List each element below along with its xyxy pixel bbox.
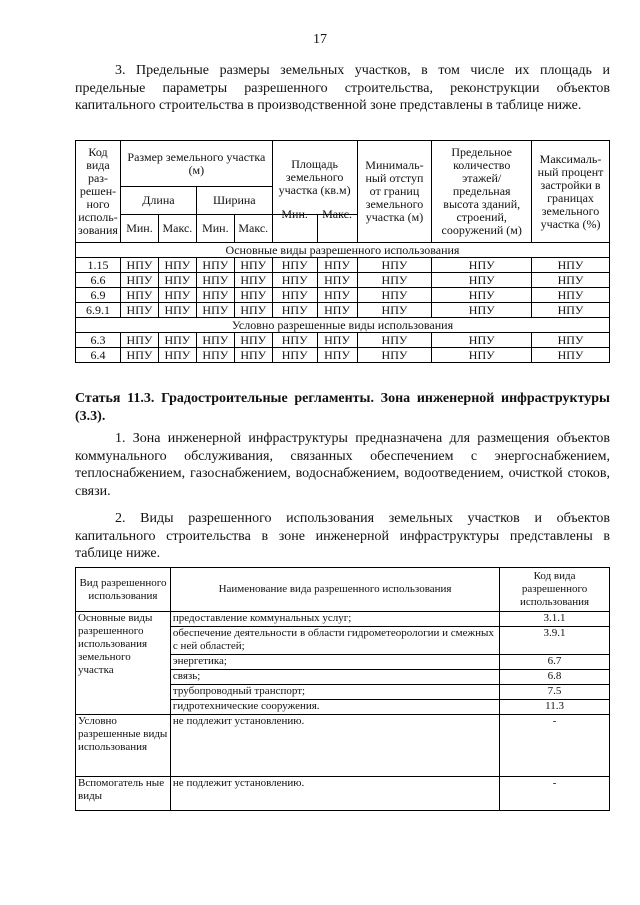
row-cell: НПУ bbox=[272, 348, 317, 363]
t2-conditional-name: не подлежит установлению. bbox=[170, 715, 499, 777]
row-cell: НПУ bbox=[234, 288, 272, 303]
table-row bbox=[76, 612, 610, 627]
t2-usage-name: гидротехнические сооружения. bbox=[170, 700, 499, 715]
section-conditional: Условно разрешенные виды использования bbox=[76, 318, 610, 333]
t2-auxiliary-label: Вспомогатель ные виды bbox=[76, 777, 171, 811]
row-code: 6.6 bbox=[76, 273, 121, 288]
article-heading-text: Статья 11.3. Градостроительные регламенты. Зона инженерной инфраструктуры (3.3). bbox=[75, 391, 610, 424]
table-row bbox=[76, 303, 610, 318]
row-cell: НПУ bbox=[158, 303, 196, 318]
t2-usage-name: обеспечение деятельности в области гидрометеорологии и смежных с ней областей; bbox=[170, 627, 499, 655]
row-cell: НПУ bbox=[120, 288, 158, 303]
row-cell: НПУ bbox=[432, 303, 532, 318]
table-row bbox=[76, 288, 610, 303]
t2-usage-code: 7.5 bbox=[500, 685, 610, 700]
row-cell: НПУ bbox=[532, 303, 610, 318]
section-main: Основные виды разрешенного использования bbox=[76, 243, 610, 258]
area-max-header: Макс. bbox=[317, 201, 357, 229]
width-min-header: Мин. bbox=[196, 215, 234, 243]
row-cell: НПУ bbox=[272, 288, 317, 303]
row-cell: НПУ bbox=[317, 258, 357, 273]
row-cell: НПУ bbox=[158, 333, 196, 348]
table-row bbox=[76, 258, 610, 273]
t2-type-header: Вид разрешенного использования bbox=[76, 568, 171, 612]
row-cell: НПУ bbox=[196, 288, 234, 303]
t2-conditional-label: Условно разрешенные виды использования bbox=[76, 715, 171, 777]
col-coverage-header: Максималь-ный процент застройки в границах земельного участка (%) bbox=[532, 141, 610, 243]
t2-usage-code: 3.9.1 bbox=[500, 627, 610, 655]
limits-table bbox=[75, 140, 610, 363]
t2-usage-code: 6.7 bbox=[500, 655, 610, 670]
col-length-header: Длина bbox=[120, 187, 196, 215]
t2-usage-code: 3.1.1 bbox=[500, 612, 610, 627]
t2-usage-code: 6.8 bbox=[500, 670, 610, 685]
article-heading bbox=[75, 390, 610, 425]
col-area-header: Площадь земельного участка (кв.м) bbox=[272, 141, 357, 215]
row-cell: НПУ bbox=[432, 348, 532, 363]
row-cell: НПУ bbox=[120, 258, 158, 273]
row-cell: НПУ bbox=[272, 303, 317, 318]
row-cell: НПУ bbox=[234, 348, 272, 363]
table-row bbox=[76, 333, 610, 348]
area-min-header: Мин. bbox=[272, 201, 317, 229]
t2-usage-name: связь; bbox=[170, 670, 499, 685]
row-code: 1.15 bbox=[76, 258, 121, 273]
row-cell: НПУ bbox=[357, 348, 432, 363]
row-cell: НПУ bbox=[357, 273, 432, 288]
row-cell: НПУ bbox=[532, 348, 610, 363]
t2-usage-name: предоставление коммунальных услуг; bbox=[170, 612, 499, 627]
row-cell: НПУ bbox=[120, 333, 158, 348]
t2-usage-name: трубопроводный транспорт; bbox=[170, 685, 499, 700]
row-code: 6.9 bbox=[76, 288, 121, 303]
row-cell: НПУ bbox=[532, 258, 610, 273]
t2-auxiliary-name: не подлежит установлению. bbox=[170, 777, 499, 811]
page-number: 17 bbox=[313, 32, 327, 47]
row-cell: НПУ bbox=[272, 333, 317, 348]
row-cell: НПУ bbox=[234, 303, 272, 318]
row-cell: НПУ bbox=[234, 273, 272, 288]
length-min-header: Мин. bbox=[120, 215, 158, 243]
row-cell: НПУ bbox=[196, 273, 234, 288]
row-cell: НПУ bbox=[532, 333, 610, 348]
length-max-header: Макс. bbox=[158, 215, 196, 243]
row-cell: НПУ bbox=[432, 288, 532, 303]
row-cell: НПУ bbox=[357, 333, 432, 348]
paragraph-1: 1. Зона инженерной инфраструктуры предназначена для размещения объектов коммунального обслуживания, связанных обеспечением с энергоснабжением, теплоснабжением, газоснабжением, водоснабжением, водоотведением, очисткой стоков, связи. bbox=[75, 431, 610, 499]
row-code: 6.4 bbox=[76, 348, 121, 363]
width-max-header: Макс. bbox=[234, 215, 272, 243]
row-code: 6.9.1 bbox=[76, 303, 121, 318]
t2-name-header: Наименование вида разрешенного использования bbox=[170, 568, 499, 612]
row-code: 6.3 bbox=[76, 333, 121, 348]
paragraph-2: 2. Виды разрешенного использования земельных участков и объектов капитального строительства в зоне инженерной инфраструктуры представлены в таблице ниже. bbox=[75, 511, 610, 561]
row-cell: НПУ bbox=[357, 258, 432, 273]
row-cell: НПУ bbox=[158, 348, 196, 363]
row-cell: НПУ bbox=[120, 273, 158, 288]
row-cell: НПУ bbox=[432, 273, 532, 288]
row-cell: НПУ bbox=[432, 258, 532, 273]
row-cell: НПУ bbox=[317, 288, 357, 303]
row-cell: НПУ bbox=[317, 273, 357, 288]
row-cell: НПУ bbox=[317, 303, 357, 318]
row-cell: НПУ bbox=[317, 348, 357, 363]
intro-paragraph: 3. Предельные размеры земельных участков, в том числе их площадь и предельные параметры разрешенного строительства, реконструкции объектов капитального строительства в производственной зоне представлены в таблице ниже. bbox=[75, 63, 610, 113]
t2-conditional-code: - bbox=[500, 715, 610, 777]
col-size-header: Размер земельного участка (м) bbox=[120, 141, 272, 187]
row-cell: НПУ bbox=[272, 273, 317, 288]
t2-main-label: Основные виды разрешенного использования земельного участка bbox=[76, 612, 171, 715]
row-cell: НПУ bbox=[532, 273, 610, 288]
row-cell: НПУ bbox=[196, 348, 234, 363]
row-cell: НПУ bbox=[532, 288, 610, 303]
row-cell: НПУ bbox=[120, 348, 158, 363]
t2-usage-code: 11.3 bbox=[500, 700, 610, 715]
row-cell: НПУ bbox=[432, 333, 532, 348]
row-cell: НПУ bbox=[317, 333, 357, 348]
row-cell: НПУ bbox=[357, 288, 432, 303]
col-width-header: Ширина bbox=[196, 187, 272, 215]
row-cell: НПУ bbox=[120, 303, 158, 318]
col-floors-header: Предельное количество этажей/ предельная высота зданий, строений, сооружений (м) bbox=[432, 141, 532, 243]
row-cell: НПУ bbox=[272, 258, 317, 273]
row-cell: НПУ bbox=[357, 303, 432, 318]
table-row bbox=[76, 348, 610, 363]
row-cell: НПУ bbox=[234, 258, 272, 273]
row-cell: НПУ bbox=[196, 303, 234, 318]
col-code-header: Код вида раз-решен-ного исполь-зования bbox=[76, 141, 121, 243]
t2-code-header: Код вида разрешенного использования bbox=[500, 568, 610, 612]
t2-auxiliary-code: - bbox=[500, 777, 610, 811]
row-cell: НПУ bbox=[196, 333, 234, 348]
row-cell: НПУ bbox=[196, 258, 234, 273]
t2-usage-name: энергетика; bbox=[170, 655, 499, 670]
usage-types-table bbox=[75, 567, 610, 811]
col-indent-header: Минималь-ный отступ от границ земельного участка (м) bbox=[357, 141, 432, 243]
row-cell: НПУ bbox=[234, 333, 272, 348]
row-cell: НПУ bbox=[158, 258, 196, 273]
row-cell: НПУ bbox=[158, 288, 196, 303]
row-cell: НПУ bbox=[158, 273, 196, 288]
table-row bbox=[76, 273, 610, 288]
